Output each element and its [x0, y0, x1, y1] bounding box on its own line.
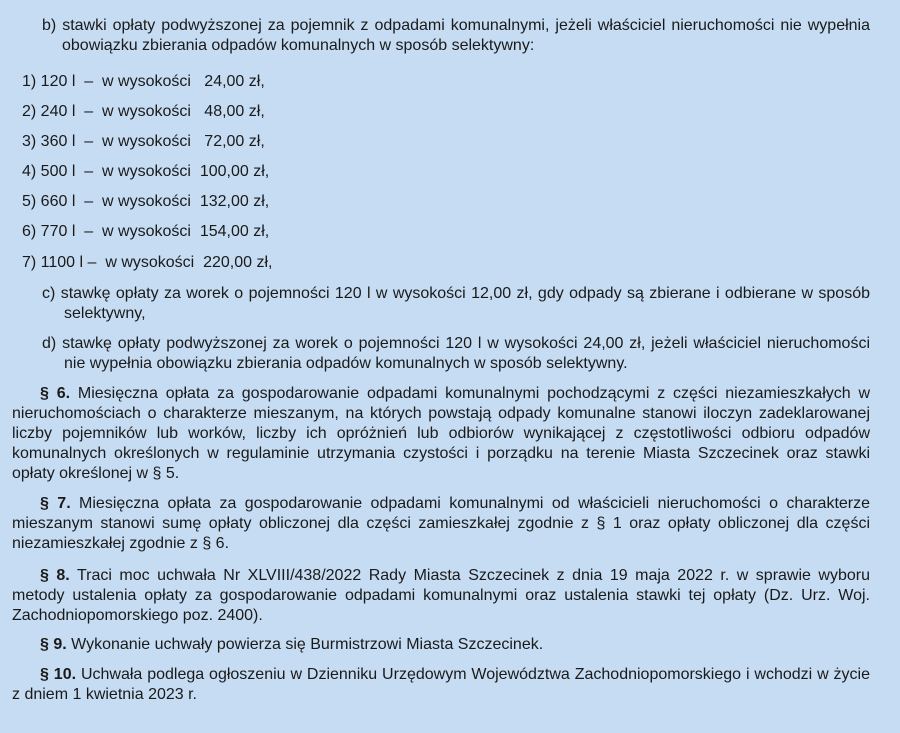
section-7: [12, 494, 870, 554]
rate-item-4: 4) 500 l – w wysokości 100,00 zł,: [22, 163, 270, 180]
rate-item-5: 5) 660 l – w wysokości 132,00 zł,: [22, 193, 270, 210]
section-label: § 7.: [40, 495, 71, 512]
item-letter-c: c): [42, 285, 56, 302]
list-item-c: [42, 284, 870, 324]
item-text-b: stawki opłaty podwyższonej za pojemnik z odpadami komunalnymi, jeżeli właściciel nieruchomości nie wypełnia obowiązku zbierania odpadów komunalnych w sposób selektywny:: [62, 17, 870, 54]
section-text: Uchwała podlega ogłoszeniu w Dzienniku Urzędowym Województwa Zachodniopomorskiego i wchodzi w życie z dniem 1 kwietnia 2023 r.: [12, 666, 871, 703]
rate-item-6: 6) 770 l – w wysokości 154,00 zł,: [22, 223, 270, 240]
section-label: § 8.: [40, 567, 70, 584]
list-item-d: [42, 334, 870, 374]
section-text: Miesięczna opłata za gospodarowanie odpadami komunalnymi pochodzącymi z części niezamieszkałych w nieruchomościach o charakterze mieszanym, na których powstają odpady komunalne stanowi iloczyn zadeklarowanej liczby pojemników lub worków, liczby ich opróżnień lub odbiorów wynikającej z częstotliwości odbioru odpadów komunalnych określonych w regulaminie utrzymania czystości i porządku na terenie Miasta Szczecinek oraz stawki opłaty określonej w § 5.: [12, 385, 871, 482]
list-item-b: [42, 16, 870, 56]
section-label: § 9.: [40, 636, 67, 653]
section-6: [12, 384, 870, 484]
section-10: [12, 665, 870, 705]
section-9: [12, 635, 870, 655]
rate-item-1: 1) 120 l – w wysokości 24,00 zł,: [22, 73, 265, 90]
rate-item-7: 7) 1100 l – w wysokości 220,00 zł,: [22, 254, 273, 271]
section-8: [12, 566, 870, 626]
section-text: Miesięczna opłata za gospodarowanie odpadami komunalnymi od właścicieli nieruchomości o charakterze mieszanym stanowi sumę opłaty obliczonej dla części zamieszkałej zgodnie z § 1 oraz opłaty obliczonej dla części niezamieszkałej zgodnie z § 6.: [12, 495, 871, 552]
section-text: Wykonanie uchwały powierza się Burmistrzowi Miasta Szczecinek.: [71, 636, 544, 653]
item-text-d: stawkę opłaty podwyższonej za worek o pojemności 120 l w wysokości 24,00 zł, jeżeli właściciel nieruchomości nie wypełnia obowiązku zbierania odpadów komunalnych w sposób selektywny.: [62, 335, 870, 372]
item-letter-b: b): [42, 17, 57, 34]
item-letter-d: d): [42, 335, 57, 352]
rate-item-3: 3) 360 l – w wysokości 72,00 zł,: [22, 133, 265, 150]
section-label: § 10.: [40, 666, 77, 683]
item-text-c: stawkę opłaty za worek o pojemności 120 l w wysokości 12,00 zł, gdy odpady są zbierane i odbierane w sposób selektywny,: [60, 285, 871, 322]
section-text: Traci moc uchwała Nr XLVIII/438/2022 Rady Miasta Szczecinek z dnia 19 maja 2022 r. w sprawie wyboru metody ustalenia opłaty za gospodarowanie odpadami komunalnymi oraz ustalenia stawki tej opłaty (Dz. Urz. Woj. Zachodniopomorskiego poz. 2400).: [12, 567, 871, 624]
rate-item-2: 2) 240 l – w wysokości 48,00 zł,: [22, 103, 265, 120]
section-label: § 6.: [40, 385, 71, 402]
